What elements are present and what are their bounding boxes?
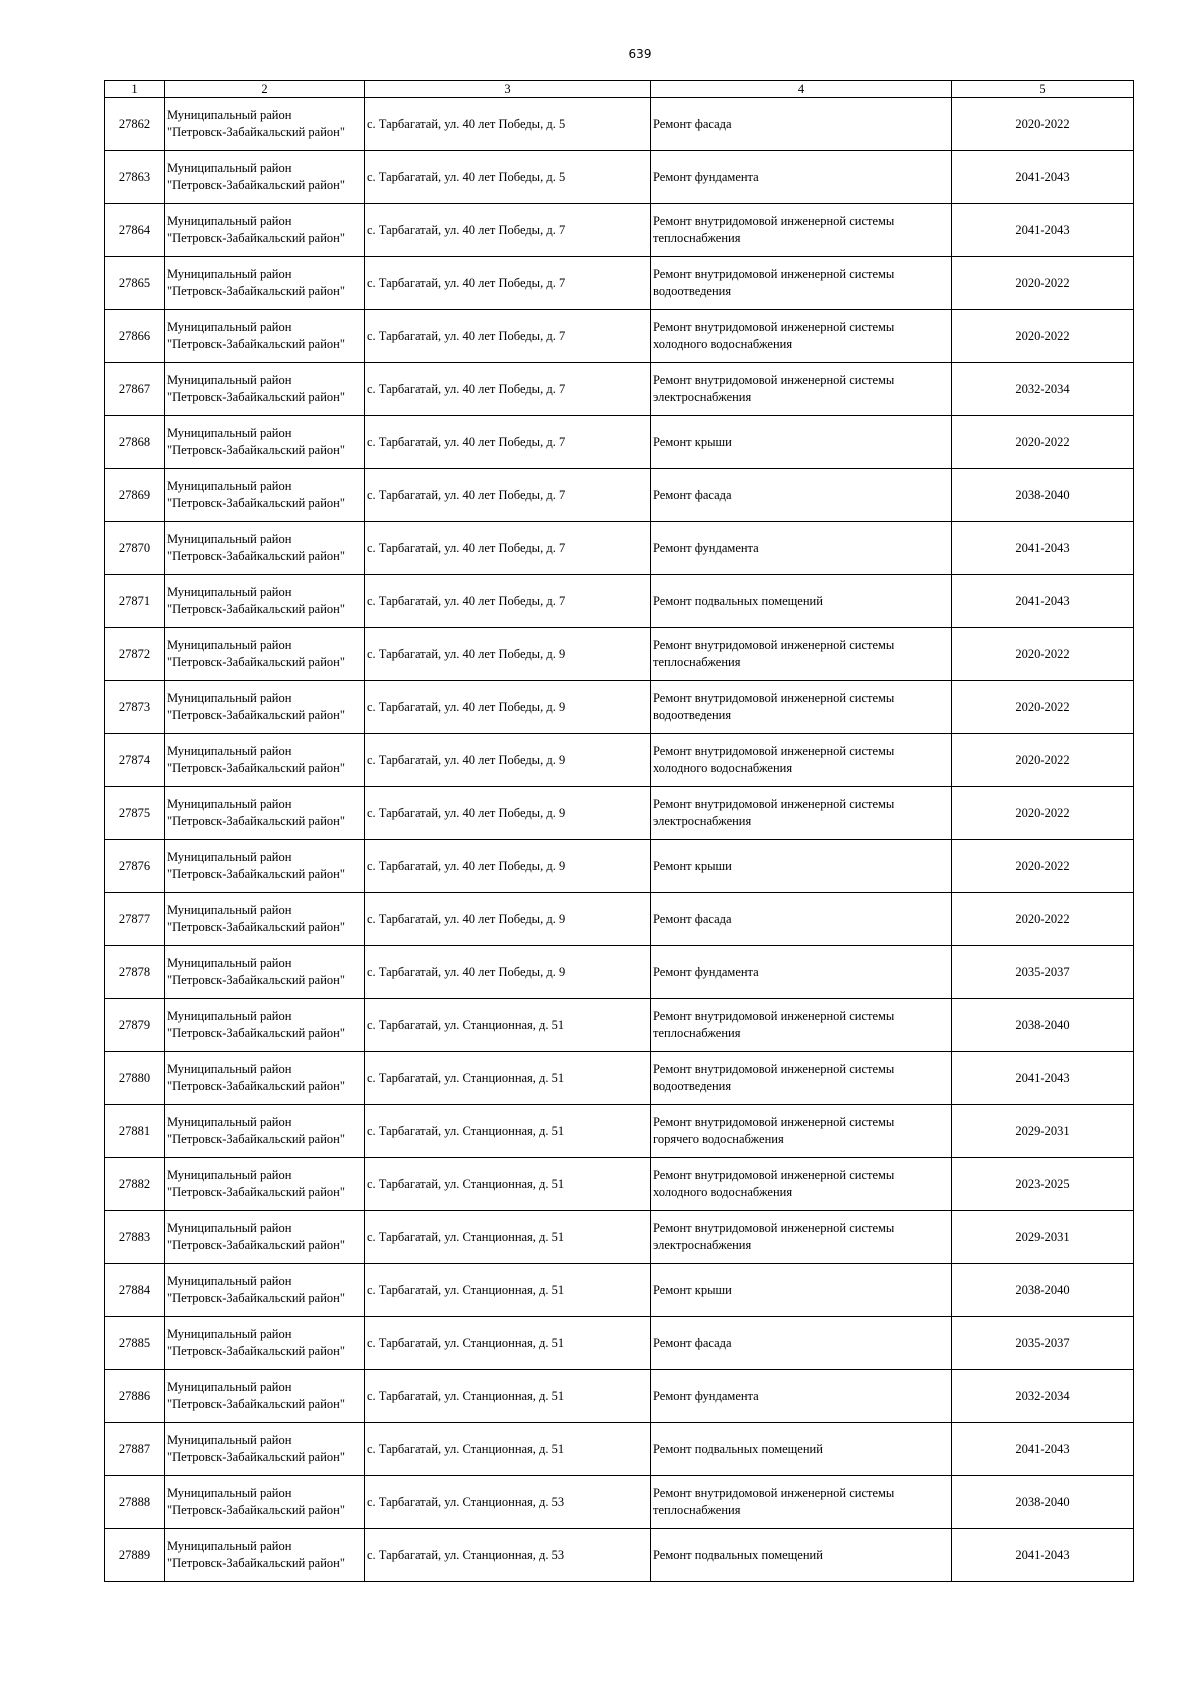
work-type-cell	[651, 469, 952, 522]
municipality-cell	[165, 1105, 365, 1158]
municipality-line: Муниципальный район	[167, 267, 292, 281]
period-cell: 2020-2022	[952, 257, 1134, 310]
address-cell: с. Тарбагатай, ул. Станционная, д. 51	[365, 1370, 651, 1423]
municipality-line: "Петровск-Забайкальский район"	[167, 178, 345, 192]
address-cell: с. Тарбагатай, ул. Станционная, д. 53	[365, 1476, 651, 1529]
municipality-line: "Петровск-Забайкальский район"	[167, 920, 345, 934]
row-number: 27874	[105, 734, 165, 787]
row-number: 27881	[105, 1105, 165, 1158]
row-number: 27889	[105, 1529, 165, 1582]
municipality-line: "Петровск-Забайкальский район"	[167, 1132, 345, 1146]
row-number: 27862	[105, 98, 165, 151]
work-type-line: Ремонт фасада	[653, 487, 732, 502]
work-type-line: Ремонт подвальных помещений	[653, 1441, 823, 1456]
work-type-line: Ремонт внутридомовой инженерной системы	[653, 214, 895, 228]
work-type-line: Ремонт фасада	[653, 911, 732, 926]
municipality-cell	[165, 1052, 365, 1105]
address-cell: с. Тарбагатай, ул. Станционная, д. 51	[365, 1264, 651, 1317]
work-type-line: Ремонт внутридомовой инженерной системы	[653, 1115, 895, 1129]
municipality-line: "Петровск-Забайкальский район"	[167, 1344, 345, 1358]
municipality-cell	[165, 1317, 365, 1370]
work-type-line: Ремонт фундамента	[653, 169, 759, 184]
address-cell: с. Тарбагатай, ул. 40 лет Победы, д. 9	[365, 893, 651, 946]
header-row	[105, 81, 1134, 98]
period-cell: 2041-2043	[952, 1052, 1134, 1105]
table-row	[105, 1370, 1134, 1423]
municipality-cell	[165, 1423, 365, 1476]
municipality-cell	[165, 946, 365, 999]
repair-schedule-table	[104, 80, 1134, 1582]
period-cell: 2020-2022	[952, 734, 1134, 787]
column-header-address: 3	[365, 81, 651, 98]
municipality-cell	[165, 628, 365, 681]
address-cell: с. Тарбагатай, ул. 40 лет Победы, д. 7	[365, 522, 651, 575]
municipality-cell	[165, 787, 365, 840]
municipality-line: "Петровск-Забайкальский район"	[167, 708, 345, 722]
municipality-line: Муниципальный район	[167, 1274, 292, 1288]
period-cell: 2041-2043	[952, 1423, 1134, 1476]
municipality-cell	[165, 151, 365, 204]
work-type-line: холодного водоснабжения	[653, 761, 793, 775]
municipality-cell	[165, 999, 365, 1052]
municipality-line: Муниципальный район	[167, 585, 292, 599]
address-cell: с. Тарбагатай, ул. Станционная, д. 51	[365, 999, 651, 1052]
table-row	[105, 840, 1134, 893]
column-header-period: 5	[952, 81, 1134, 98]
municipality-line: "Петровск-Забайкальский район"	[167, 1556, 345, 1570]
municipality-line: Муниципальный район	[167, 479, 292, 493]
address-cell: с. Тарбагатай, ул. Станционная, д. 51	[365, 1158, 651, 1211]
work-type-line: водоотведения	[653, 708, 732, 722]
work-type-line: теплоснабжения	[653, 1503, 741, 1517]
work-type-line: Ремонт фасада	[653, 1335, 732, 1350]
municipality-cell	[165, 575, 365, 628]
work-type-cell	[651, 1052, 952, 1105]
address-cell: с. Тарбагатай, ул. 40 лет Победы, д. 7	[365, 204, 651, 257]
work-type-line: теплоснабжения	[653, 655, 741, 669]
municipality-line: Муниципальный район	[167, 426, 292, 440]
work-type-line: Ремонт внутридомовой инженерной системы	[653, 1009, 895, 1023]
row-number: 27877	[105, 893, 165, 946]
work-type-cell	[651, 1370, 952, 1423]
table-row	[105, 893, 1134, 946]
table-row	[105, 469, 1134, 522]
municipality-cell	[165, 310, 365, 363]
table-row	[105, 946, 1134, 999]
period-cell: 2038-2040	[952, 1476, 1134, 1529]
municipality-line: "Петровск-Забайкальский район"	[167, 1079, 345, 1093]
municipality-line: "Петровск-Забайкальский район"	[167, 1185, 345, 1199]
table-row	[105, 1423, 1134, 1476]
work-type-line: Ремонт крыши	[653, 434, 732, 449]
municipality-line: Муниципальный район	[167, 1115, 292, 1129]
row-number: 27875	[105, 787, 165, 840]
period-cell: 2038-2040	[952, 469, 1134, 522]
work-type-cell	[651, 363, 952, 416]
work-type-cell	[651, 310, 952, 363]
municipality-line: Муниципальный район	[167, 797, 292, 811]
municipality-cell	[165, 469, 365, 522]
column-header-work-type: 4	[651, 81, 952, 98]
address-cell: с. Тарбагатай, ул. 40 лет Победы, д. 9	[365, 787, 651, 840]
address-cell: с. Тарбагатай, ул. 40 лет Победы, д. 7	[365, 416, 651, 469]
table-row	[105, 1158, 1134, 1211]
work-type-line: Ремонт внутридомовой инженерной системы	[653, 1221, 895, 1235]
table-row	[105, 1105, 1134, 1158]
period-cell: 2020-2022	[952, 787, 1134, 840]
row-number: 27883	[105, 1211, 165, 1264]
row-number: 27866	[105, 310, 165, 363]
municipality-line: Муниципальный район	[167, 1433, 292, 1447]
municipality-line: "Петровск-Забайкальский район"	[167, 1291, 345, 1305]
period-cell: 2032-2034	[952, 363, 1134, 416]
work-type-line: водоотведения	[653, 1079, 732, 1093]
work-type-cell	[651, 734, 952, 787]
row-number: 27864	[105, 204, 165, 257]
municipality-line: Муниципальный район	[167, 691, 292, 705]
address-cell: с. Тарбагатай, ул. Станционная, д. 51	[365, 1423, 651, 1476]
table-row	[105, 1211, 1134, 1264]
work-type-line: электроснабжения	[653, 814, 752, 828]
period-cell: 2020-2022	[952, 681, 1134, 734]
period-cell: 2020-2022	[952, 310, 1134, 363]
table-row	[105, 363, 1134, 416]
row-number: 27888	[105, 1476, 165, 1529]
municipality-line: "Петровск-Забайкальский район"	[167, 1026, 345, 1040]
municipality-line: "Петровск-Забайкальский район"	[167, 1450, 345, 1464]
work-type-cell	[651, 946, 952, 999]
municipality-line: "Петровск-Забайкальский район"	[167, 496, 345, 510]
work-type-line: теплоснабжения	[653, 1026, 741, 1040]
work-type-cell	[651, 416, 952, 469]
period-cell: 2038-2040	[952, 1264, 1134, 1317]
municipality-line: "Петровск-Забайкальский район"	[167, 125, 345, 139]
address-cell: с. Тарбагатай, ул. 40 лет Победы, д. 7	[365, 363, 651, 416]
municipality-line: Муниципальный район	[167, 1486, 292, 1500]
municipality-line: "Петровск-Забайкальский район"	[167, 1503, 345, 1517]
table-row	[105, 151, 1134, 204]
row-number: 27876	[105, 840, 165, 893]
work-type-line: Ремонт внутридомовой инженерной системы	[653, 691, 895, 705]
work-type-line: холодного водоснабжения	[653, 337, 793, 351]
row-number: 27873	[105, 681, 165, 734]
page-number: 639	[628, 47, 652, 61]
municipality-cell	[165, 416, 365, 469]
municipality-cell	[165, 522, 365, 575]
work-type-line: Ремонт фундамента	[653, 1388, 759, 1403]
municipality-line: Муниципальный район	[167, 1062, 292, 1076]
municipality-line: Муниципальный район	[167, 161, 292, 175]
work-type-line: теплоснабжения	[653, 231, 741, 245]
work-type-line: Ремонт внутридомовой инженерной системы	[653, 797, 895, 811]
table-row	[105, 681, 1134, 734]
table-row	[105, 1476, 1134, 1529]
row-number: 27884	[105, 1264, 165, 1317]
municipality-line: Муниципальный район	[167, 850, 292, 864]
municipality-line: "Петровск-Забайкальский район"	[167, 549, 345, 563]
municipality-line: Муниципальный район	[167, 532, 292, 546]
table-row	[105, 416, 1134, 469]
table-row	[105, 734, 1134, 787]
table-row	[105, 575, 1134, 628]
period-cell: 2035-2037	[952, 946, 1134, 999]
row-number: 27880	[105, 1052, 165, 1105]
municipality-line: "Петровск-Забайкальский район"	[167, 814, 345, 828]
address-cell: с. Тарбагатай, ул. 40 лет Победы, д. 9	[365, 681, 651, 734]
period-cell: 2020-2022	[952, 416, 1134, 469]
period-cell: 2041-2043	[952, 151, 1134, 204]
municipality-line: "Петровск-Забайкальский район"	[167, 443, 345, 457]
work-type-line: холодного водоснабжения	[653, 1185, 793, 1199]
municipality-line: Муниципальный район	[167, 956, 292, 970]
address-cell: с. Тарбагатай, ул. Станционная, д. 53	[365, 1529, 651, 1582]
period-cell: 2029-2031	[952, 1211, 1134, 1264]
work-type-cell	[651, 1158, 952, 1211]
work-type-line: Ремонт внутридомовой инженерной системы	[653, 744, 895, 758]
table-body	[105, 98, 1134, 1582]
table-row	[105, 1052, 1134, 1105]
row-number: 27885	[105, 1317, 165, 1370]
work-type-cell	[651, 1317, 952, 1370]
municipality-line: "Петровск-Забайкальский район"	[167, 337, 345, 351]
period-cell: 2041-2043	[952, 1529, 1134, 1582]
table-row	[105, 628, 1134, 681]
address-cell: с. Тарбагатай, ул. Станционная, д. 51	[365, 1052, 651, 1105]
municipality-cell	[165, 363, 365, 416]
table-row	[105, 787, 1134, 840]
row-number: 27879	[105, 999, 165, 1052]
work-type-cell	[651, 1529, 952, 1582]
work-type-line: Ремонт внутридомовой инженерной системы	[653, 1168, 895, 1182]
work-type-cell	[651, 522, 952, 575]
address-cell: с. Тарбагатай, ул. 40 лет Победы, д. 7	[365, 310, 651, 363]
work-type-line: Ремонт фундамента	[653, 540, 759, 555]
work-type-line: электроснабжения	[653, 390, 752, 404]
work-type-line: электроснабжения	[653, 1238, 752, 1252]
row-number: 27867	[105, 363, 165, 416]
municipality-line: Муниципальный район	[167, 1009, 292, 1023]
work-type-line: Ремонт фундамента	[653, 964, 759, 979]
municipality-cell	[165, 1211, 365, 1264]
municipality-line: Муниципальный район	[167, 1168, 292, 1182]
municipality-line: Муниципальный район	[167, 1221, 292, 1235]
table-header	[105, 81, 1134, 98]
municipality-line: Муниципальный район	[167, 320, 292, 334]
municipality-line: "Петровск-Забайкальский район"	[167, 1238, 345, 1252]
row-number: 27869	[105, 469, 165, 522]
address-cell: с. Тарбагатай, ул. 40 лет Победы, д. 9	[365, 628, 651, 681]
municipality-line: Муниципальный район	[167, 373, 292, 387]
work-type-line: Ремонт внутридомовой инженерной системы	[653, 1486, 895, 1500]
municipality-line: "Петровск-Забайкальский район"	[167, 867, 345, 881]
work-type-line: водоотведения	[653, 284, 732, 298]
address-cell: с. Тарбагатай, ул. 40 лет Победы, д. 7	[365, 575, 651, 628]
municipality-line: Муниципальный район	[167, 744, 292, 758]
work-type-line: Ремонт подвальных помещений	[653, 593, 823, 608]
table-row	[105, 999, 1134, 1052]
address-cell: с. Тарбагатай, ул. Станционная, д. 51	[365, 1211, 651, 1264]
municipality-cell	[165, 681, 365, 734]
municipality-cell	[165, 1264, 365, 1317]
work-type-line: Ремонт внутридомовой инженерной системы	[653, 1062, 895, 1076]
table-row	[105, 1264, 1134, 1317]
work-type-cell	[651, 151, 952, 204]
table-row	[105, 1529, 1134, 1582]
work-type-cell	[651, 1476, 952, 1529]
address-cell: с. Тарбагатай, ул. 40 лет Победы, д. 5	[365, 98, 651, 151]
period-cell: 2032-2034	[952, 1370, 1134, 1423]
work-type-cell	[651, 840, 952, 893]
period-cell: 2029-2031	[952, 1105, 1134, 1158]
work-type-cell	[651, 575, 952, 628]
row-number: 27887	[105, 1423, 165, 1476]
period-cell: 2041-2043	[952, 204, 1134, 257]
municipality-cell	[165, 1476, 365, 1529]
municipality-cell	[165, 204, 365, 257]
table-row	[105, 98, 1134, 151]
municipality-line: Муниципальный район	[167, 638, 292, 652]
municipality-line: Муниципальный район	[167, 1327, 292, 1341]
row-number: 27882	[105, 1158, 165, 1211]
work-type-line: Ремонт подвальных помещений	[653, 1547, 823, 1562]
municipality-line: "Петровск-Забайкальский район"	[167, 602, 345, 616]
municipality-line: Муниципальный район	[167, 108, 292, 122]
municipality-cell	[165, 1370, 365, 1423]
row-number: 27878	[105, 946, 165, 999]
municipality-cell	[165, 1529, 365, 1582]
period-cell: 2041-2043	[952, 522, 1134, 575]
row-number: 27865	[105, 257, 165, 310]
municipality-cell	[165, 1158, 365, 1211]
municipality-line: "Петровск-Забайкальский район"	[167, 231, 345, 245]
table-row	[105, 1317, 1134, 1370]
row-number: 27870	[105, 522, 165, 575]
address-cell: с. Тарбагатай, ул. 40 лет Победы, д. 9	[365, 734, 651, 787]
work-type-cell	[651, 999, 952, 1052]
row-number: 27872	[105, 628, 165, 681]
row-number: 27886	[105, 1370, 165, 1423]
municipality-cell	[165, 893, 365, 946]
work-type-cell	[651, 893, 952, 946]
work-type-cell	[651, 257, 952, 310]
work-type-line: Ремонт крыши	[653, 1282, 732, 1297]
municipality-line: "Петровск-Забайкальский район"	[167, 761, 345, 775]
period-cell: 2038-2040	[952, 999, 1134, 1052]
work-type-cell	[651, 1211, 952, 1264]
work-type-line: Ремонт внутридомовой инженерной системы	[653, 638, 895, 652]
municipality-cell	[165, 257, 365, 310]
municipality-line: Муниципальный район	[167, 903, 292, 917]
municipality-cell	[165, 734, 365, 787]
table-row	[105, 204, 1134, 257]
period-cell: 2023-2025	[952, 1158, 1134, 1211]
work-type-line: горячего водоснабжения	[653, 1132, 784, 1146]
column-header-municipality: 2	[165, 81, 365, 98]
municipality-line: Муниципальный район	[167, 214, 292, 228]
work-type-line: Ремонт внутридомовой инженерной системы	[653, 267, 895, 281]
address-cell: с. Тарбагатай, ул. 40 лет Победы, д. 7	[365, 469, 651, 522]
column-header-number: 1	[105, 81, 165, 98]
period-cell: 2035-2037	[952, 1317, 1134, 1370]
table-row	[105, 257, 1134, 310]
work-type-cell	[651, 1423, 952, 1476]
address-cell: с. Тарбагатай, ул. 40 лет Победы, д. 7	[365, 257, 651, 310]
municipality-line: Муниципальный район	[167, 1380, 292, 1394]
address-cell: с. Тарбагатай, ул. 40 лет Победы, д. 5	[365, 151, 651, 204]
table-row	[105, 310, 1134, 363]
municipality-line: "Петровск-Забайкальский район"	[167, 973, 345, 987]
address-cell: с. Тарбагатай, ул. Станционная, д. 51	[365, 1317, 651, 1370]
work-type-cell	[651, 1264, 952, 1317]
work-type-cell	[651, 628, 952, 681]
work-type-cell	[651, 787, 952, 840]
work-type-cell	[651, 1105, 952, 1158]
period-cell: 2041-2043	[952, 575, 1134, 628]
row-number: 27871	[105, 575, 165, 628]
work-type-line: Ремонт крыши	[653, 858, 732, 873]
work-type-line: Ремонт внутридомовой инженерной системы	[653, 320, 895, 334]
municipality-line: "Петровск-Забайкальский район"	[167, 1397, 345, 1411]
table-row	[105, 522, 1134, 575]
row-number: 27863	[105, 151, 165, 204]
work-type-cell	[651, 98, 952, 151]
period-cell: 2020-2022	[952, 840, 1134, 893]
work-type-line: Ремонт фасада	[653, 116, 732, 131]
row-number: 27868	[105, 416, 165, 469]
municipality-line: "Петровск-Забайкальский район"	[167, 390, 345, 404]
work-type-cell	[651, 204, 952, 257]
period-cell: 2020-2022	[952, 628, 1134, 681]
work-type-cell	[651, 681, 952, 734]
municipality-cell	[165, 98, 365, 151]
municipality-line: Муниципальный район	[167, 1539, 292, 1553]
address-cell: с. Тарбагатай, ул. 40 лет Победы, д. 9	[365, 946, 651, 999]
period-cell: 2020-2022	[952, 893, 1134, 946]
work-type-line: Ремонт внутридомовой инженерной системы	[653, 373, 895, 387]
period-cell: 2020-2022	[952, 98, 1134, 151]
address-cell: с. Тарбагатай, ул. Станционная, д. 51	[365, 1105, 651, 1158]
address-cell: с. Тарбагатай, ул. 40 лет Победы, д. 9	[365, 840, 651, 893]
municipality-cell	[165, 840, 365, 893]
municipality-line: "Петровск-Забайкальский район"	[167, 284, 345, 298]
municipality-line: "Петровск-Забайкальский район"	[167, 655, 345, 669]
